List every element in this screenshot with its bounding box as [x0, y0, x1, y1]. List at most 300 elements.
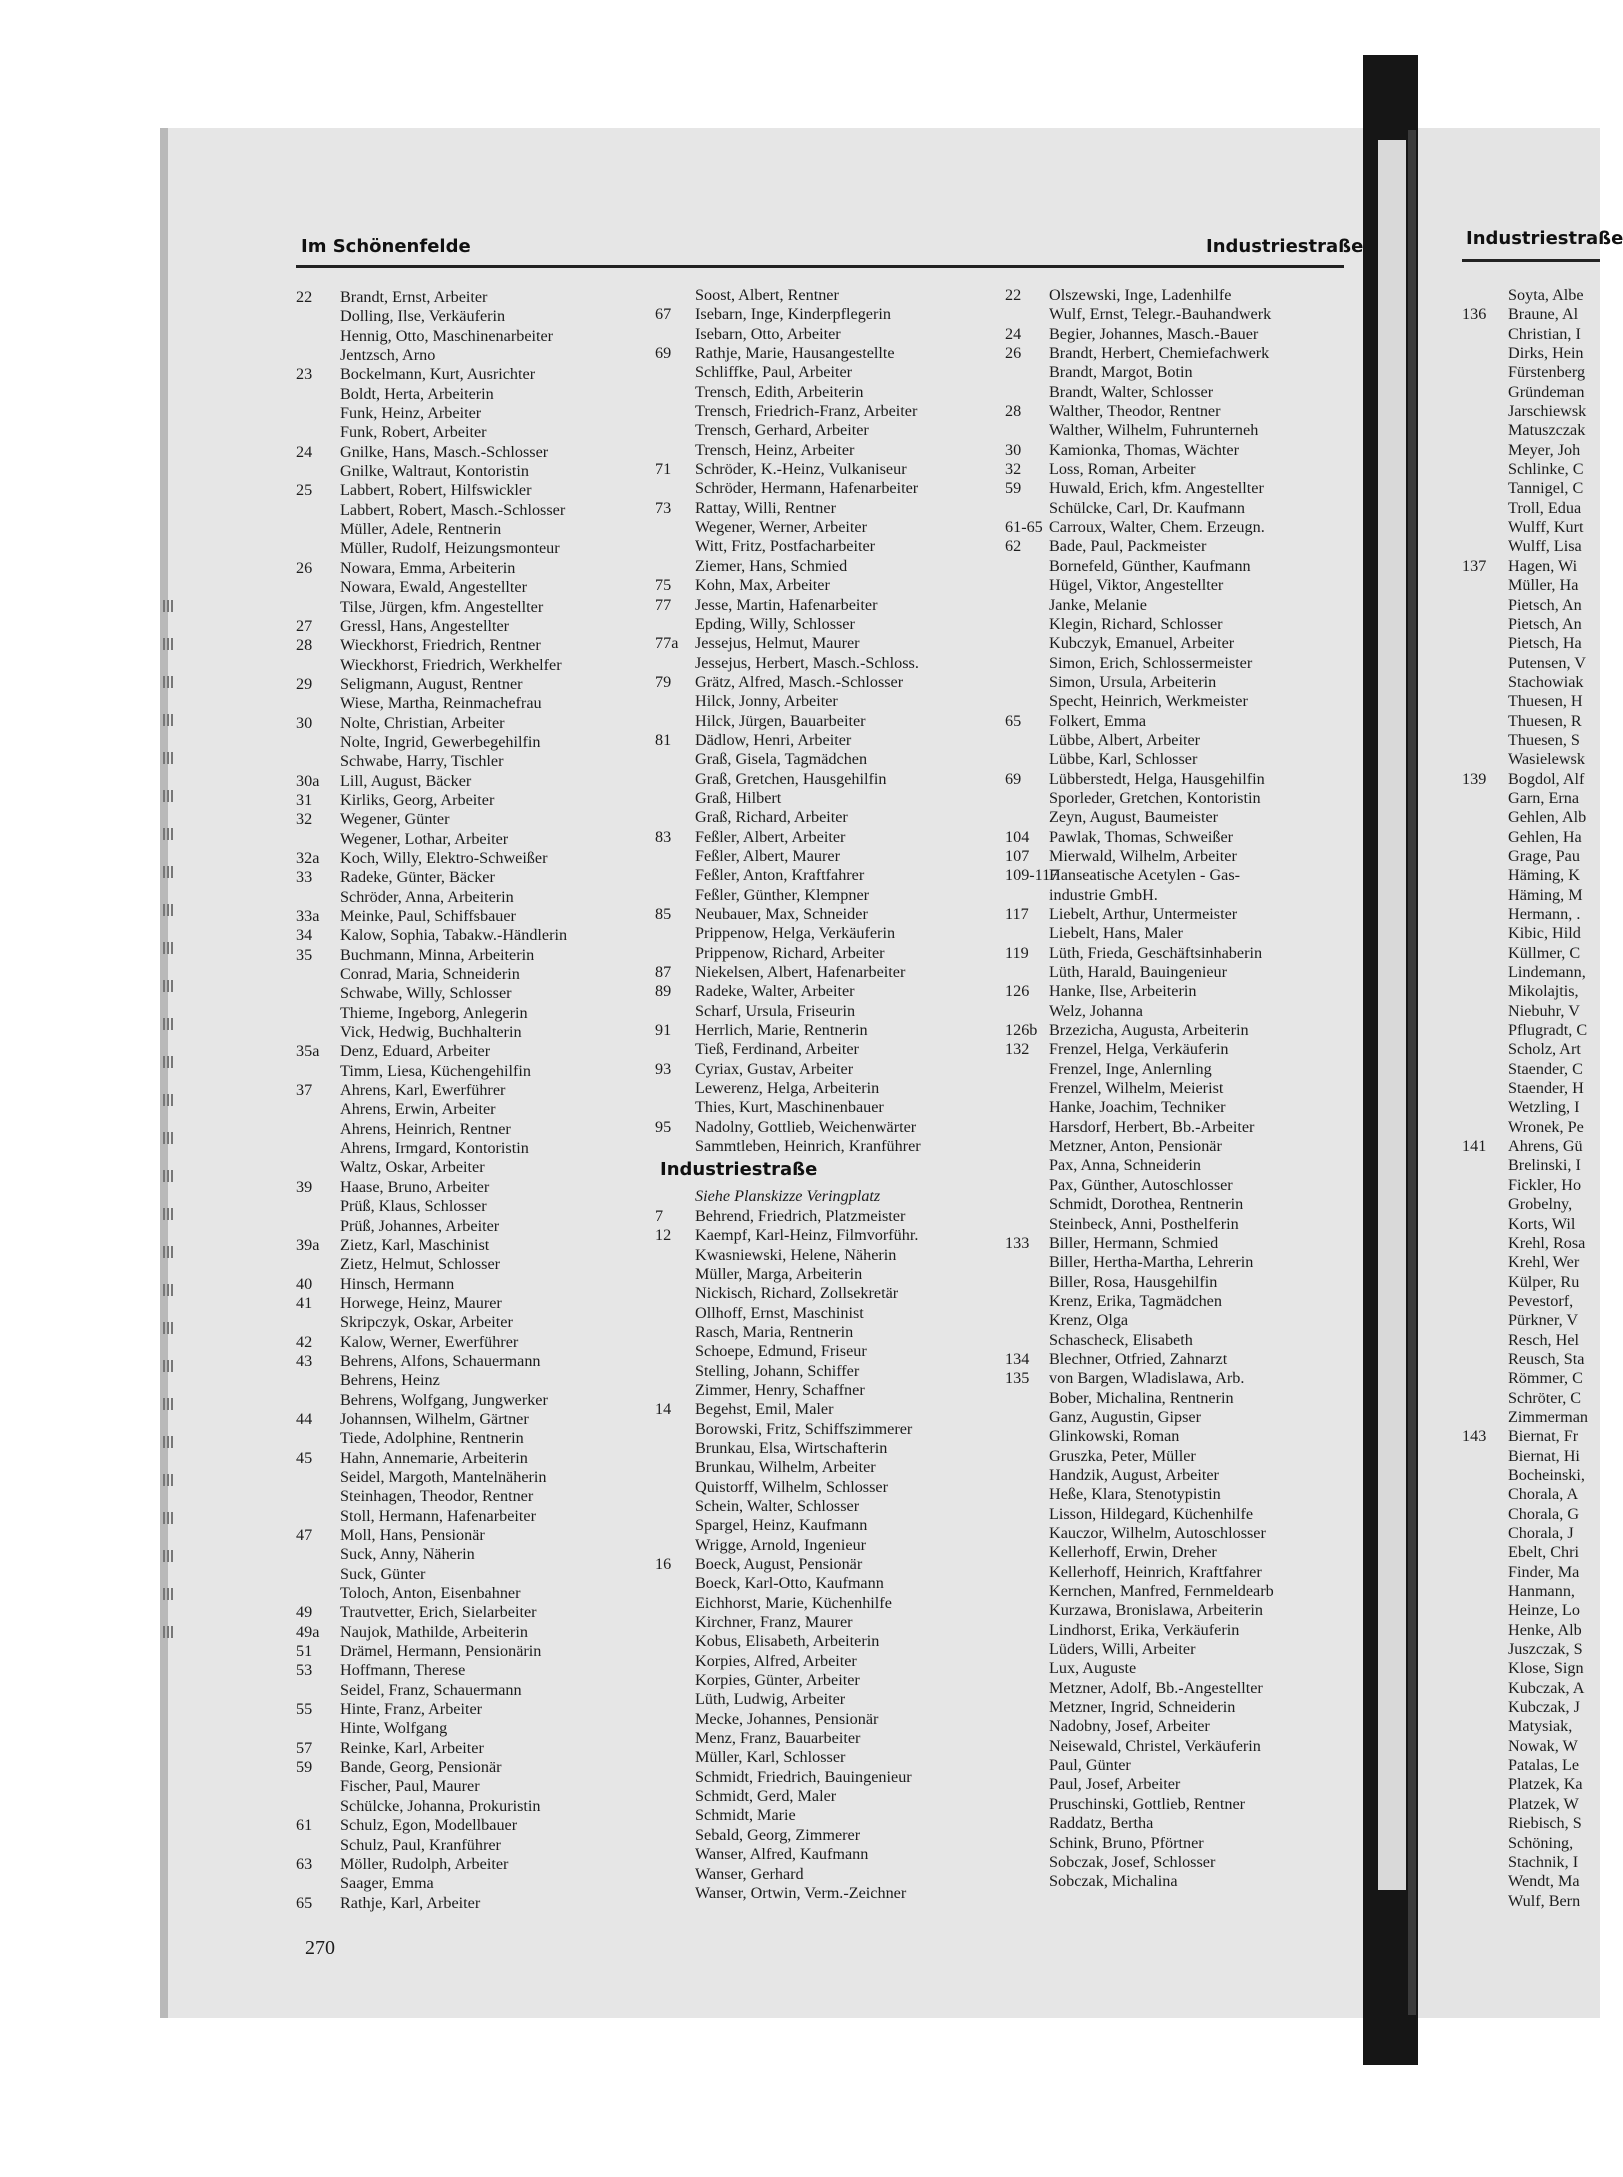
house-number	[1005, 499, 1049, 518]
house-number: 89	[655, 982, 672, 1001]
house-number	[1005, 1563, 1049, 1582]
directory-entry	[1462, 1679, 1600, 1698]
resident-entry: Riebisch, S	[1508, 1814, 1582, 1833]
resident-entry: Resch, Hel	[1508, 1330, 1580, 1349]
house-number	[296, 1158, 340, 1177]
house-number	[1005, 1543, 1049, 1562]
resident-entry: Brandt, Margot, Botin	[1049, 363, 1193, 382]
resident-entry: Reinke, Karl, Arbeiter	[340, 1738, 484, 1757]
directory-entry	[1005, 1234, 1350, 1253]
page-edge	[1408, 130, 1416, 2015]
house-number	[1005, 963, 1049, 982]
house-number: 69	[1005, 769, 1022, 788]
house-number	[655, 1420, 695, 1439]
directory-entry	[296, 1836, 636, 1855]
resident-entry: Jesse, Martin, Hafenarbeiter	[695, 595, 878, 614]
resident-entry: Krenz, Olga	[1049, 1311, 1129, 1330]
directory-entry	[1005, 441, 1350, 460]
house-number	[655, 1246, 695, 1265]
resident-entry: Suck, Anny, Näherin	[340, 1545, 475, 1564]
house-number	[1462, 1234, 1508, 1253]
house-number	[1005, 1060, 1049, 1079]
directory-entry	[1005, 1834, 1350, 1853]
resident-entry: Behrend, Friedrich, Platzmeister	[695, 1206, 906, 1225]
resident-entry: Feßler, Albert, Arbeiter	[695, 827, 846, 846]
house-number	[655, 1632, 695, 1651]
directory-entry	[655, 1265, 995, 1284]
house-number	[1005, 654, 1049, 673]
house-number	[1462, 1872, 1508, 1891]
directory-entry	[1005, 1331, 1350, 1350]
resident-entry: Juszczak, S	[1508, 1640, 1583, 1659]
resident-entry: Schliffke, Paul, Arbeiter	[695, 363, 853, 382]
resident-entry: Meinke, Paul, Schiffsbauer	[340, 907, 516, 925]
resident-entry: Naujok, Mathilde, Arbeiterin	[340, 1622, 528, 1641]
resident-entry: Kubczak, J	[1508, 1698, 1580, 1717]
house-number	[1462, 1331, 1508, 1350]
house-number	[1462, 1717, 1508, 1736]
resident-entry: Henke, Alb	[1508, 1620, 1582, 1639]
house-number	[655, 1768, 695, 1787]
house-number	[655, 692, 695, 711]
directory-entry	[1005, 982, 1350, 1001]
resident-entry: Dädlow, Henri, Arbeiter	[695, 730, 852, 749]
directory-entry	[1005, 750, 1350, 769]
directory-entry	[1005, 1079, 1350, 1098]
resident-entry: Korpies, Alfred, Arbeiter	[695, 1651, 857, 1670]
directory-entry	[655, 731, 995, 750]
house-number	[1005, 1601, 1049, 1620]
directory-entry	[296, 636, 636, 655]
directory-entry	[1462, 692, 1600, 711]
resident-entry: Lindemann,	[1508, 963, 1586, 982]
resident-entry: Neubauer, Max, Schneider	[695, 905, 868, 923]
resident-entry: Labbert, Robert, Hilfswickler	[340, 481, 532, 500]
resident-entry: Prüß, Klaus, Schlosser	[340, 1197, 487, 1216]
resident-entry: Hagen, Wi	[1508, 556, 1578, 575]
house-number	[1462, 866, 1508, 885]
resident-entry: Tannigel, C	[1508, 479, 1584, 498]
house-number: 141	[1462, 1137, 1487, 1156]
directory-entry	[655, 944, 995, 963]
house-number	[1462, 1814, 1508, 1833]
house-number: 35a	[296, 1042, 320, 1061]
house-number	[1462, 1582, 1508, 1601]
resident-entry: Wegener, Lothar, Arbeiter	[340, 829, 509, 848]
resident-entry: Isebarn, Otto, Arbeiter	[695, 324, 841, 343]
directory-entry	[296, 1816, 636, 1835]
house-number	[655, 1594, 695, 1613]
directory-entry	[1462, 557, 1600, 576]
house-number	[296, 1429, 340, 1448]
house-number	[655, 402, 695, 421]
house-number: 37	[296, 1081, 313, 1100]
directory-entry	[1462, 1253, 1600, 1272]
resident-entry: Lüth, Frieda, Geschäftsinhaberin	[1049, 943, 1263, 962]
house-number	[1462, 421, 1508, 440]
directory-entry	[1005, 654, 1350, 673]
house-number	[1005, 1447, 1049, 1466]
house-number: 39	[296, 1177, 313, 1196]
resident-entry: Scholz, Art	[1508, 1040, 1581, 1059]
house-number	[655, 1865, 695, 1884]
house-number	[1462, 1176, 1508, 1195]
directory-entry	[655, 479, 995, 498]
house-number	[655, 1671, 695, 1690]
resident-entry: Suck, Günter	[340, 1564, 426, 1583]
house-number	[1462, 1659, 1508, 1678]
house-number	[655, 847, 695, 866]
house-number	[1462, 1060, 1508, 1079]
house-number: 14	[655, 1400, 672, 1419]
house-number	[1462, 1505, 1508, 1524]
resident-entry: Müller, Marga, Arbeiterin	[695, 1264, 863, 1283]
directory-entry	[1005, 383, 1350, 402]
directory-entry	[655, 518, 995, 537]
house-number	[655, 654, 695, 673]
directory-entry	[1005, 692, 1350, 711]
directory-entry	[1462, 325, 1600, 344]
directory-entry	[1005, 537, 1350, 556]
resident-entry: Dirks, Hein	[1508, 344, 1584, 363]
house-number: 81	[655, 730, 672, 749]
directory-entry	[296, 1081, 636, 1100]
directory-entry	[1462, 1137, 1600, 1156]
house-number	[1462, 1369, 1508, 1388]
resident-entry: Küllmer, C	[1508, 943, 1581, 962]
directory-entry	[296, 733, 636, 752]
house-number	[296, 385, 340, 404]
house-number	[1462, 944, 1508, 963]
directory-entry	[1462, 1466, 1600, 1485]
resident-entry: Pax, Anna, Schneiderin	[1049, 1156, 1201, 1175]
directory-entry	[296, 772, 636, 791]
house-number	[296, 1777, 340, 1796]
resident-entry: Harsdorf, Herbert, Bb.-Arbeiter	[1049, 1117, 1255, 1136]
directory-entry	[1462, 1447, 1600, 1466]
house-number: 75	[655, 576, 672, 595]
resident-entry: Schlinke, C	[1508, 460, 1584, 479]
directory-entry	[1462, 596, 1600, 615]
house-number	[1462, 847, 1508, 866]
resident-entry: von Bargen, Wladislawa, Arb.	[1049, 1369, 1245, 1388]
resident-entry: Putensen, V	[1508, 653, 1586, 672]
house-number	[1462, 1466, 1508, 1485]
house-number	[1005, 1621, 1049, 1640]
spine-gutter	[1378, 140, 1406, 1890]
directory-entry	[296, 868, 636, 887]
resident-entry: Bober, Michalina, Rentnerin	[1049, 1388, 1234, 1407]
directory-entry	[1462, 537, 1600, 556]
house-number: 109-117	[1005, 866, 1059, 885]
resident-entry: Witt, Fritz, Postfacharbeiter	[695, 537, 876, 556]
house-number	[655, 1516, 695, 1535]
house-number	[1462, 1640, 1508, 1659]
house-number	[1462, 1002, 1508, 1021]
house-number	[655, 518, 695, 537]
directory-entry	[296, 810, 636, 829]
resident-entry: Schülcke, Carl, Dr. Kaufmann	[1049, 498, 1245, 517]
house-number: 135	[1005, 1369, 1030, 1388]
house-number	[1462, 1040, 1508, 1059]
house-number	[655, 1098, 695, 1117]
resident-entry: Labbert, Robert, Masch.-Schlosser	[340, 500, 566, 519]
directory-entry	[1005, 1408, 1350, 1427]
directory-entry	[1462, 1892, 1600, 1911]
resident-entry: Thies, Kurt, Maschinenbauer	[695, 1098, 884, 1117]
resident-entry: Saager, Emma	[340, 1874, 434, 1893]
resident-entry: Külper, Ru	[1508, 1272, 1580, 1291]
resident-entry: Ahrens, Irmgard, Kontoristin	[340, 1139, 529, 1158]
resident-entry: Boeck, Karl-Otto, Kaufmann	[695, 1574, 884, 1593]
house-number: 32	[296, 810, 313, 829]
resident-entry: Schröder, K.-Heinz, Vulkaniseur	[695, 460, 907, 479]
house-number	[1462, 712, 1508, 731]
directory-entry	[296, 578, 636, 597]
directory-entry	[1462, 1234, 1600, 1253]
house-number	[655, 1458, 695, 1477]
house-number	[1462, 1621, 1508, 1640]
house-number	[655, 1690, 695, 1709]
resident-entry: Paul, Günter	[1049, 1756, 1131, 1775]
house-number	[1005, 1176, 1049, 1195]
directory-entry	[1005, 286, 1350, 305]
directory-entry	[1005, 305, 1350, 324]
column-2-entries-bottom	[655, 1207, 995, 1903]
house-number	[1462, 731, 1508, 750]
resident-entry: Kauczor, Wilhelm, Autoschlosser	[1049, 1524, 1266, 1542]
directory-entry	[655, 828, 995, 847]
directory-entry	[296, 1217, 636, 1236]
house-number	[1462, 1485, 1508, 1504]
directory-entry	[1462, 1814, 1600, 1833]
resident-entry: Blechner, Otfried, Zahnarzt	[1049, 1349, 1228, 1368]
directory-entry	[655, 1787, 995, 1806]
directory-entry	[655, 905, 995, 924]
resident-entry: Skripczyk, Oskar, Arbeiter	[340, 1313, 513, 1332]
house-number: 107	[1005, 846, 1030, 865]
directory-entry	[655, 557, 995, 576]
house-number	[296, 1062, 340, 1081]
right-running-header: Industriestraße	[1206, 236, 1364, 257]
house-number: 73	[655, 498, 672, 517]
directory-entry	[1462, 1485, 1600, 1504]
resident-entry: Folkert, Emma	[1049, 711, 1147, 730]
directory-entry	[655, 1439, 995, 1458]
house-number	[1462, 692, 1508, 711]
house-number	[1462, 1408, 1508, 1427]
resident-entry: Hanseatische Acetylen - Gas-	[1049, 866, 1241, 885]
resident-entry: Sobczak, Michalina	[1049, 1872, 1178, 1891]
resident-entry: Steinhagen, Theodor, Rentner	[340, 1487, 534, 1506]
resident-entry: Prippenow, Richard, Arbeiter	[695, 943, 885, 962]
resident-entry: Frenzel, Helga, Verkäuferin	[1049, 1040, 1229, 1059]
directory-entry	[296, 694, 636, 713]
house-number	[1005, 1215, 1049, 1234]
directory-entry	[1005, 576, 1350, 595]
resident-entry: Radeke, Günter, Bäcker	[340, 868, 495, 887]
directory-entry	[655, 402, 995, 421]
resident-entry: Biller, Hermann, Schmied	[1049, 1233, 1219, 1252]
resident-entry: Brandt, Walter, Schlosser	[1049, 382, 1214, 401]
house-number: 53	[296, 1661, 313, 1680]
resident-entry: Gressl, Hans, Angestellter	[340, 616, 510, 635]
directory-entry	[655, 1458, 995, 1477]
house-number: 35	[296, 945, 313, 964]
resident-entry: Loss, Roman, Arbeiter	[1049, 460, 1196, 479]
column-2-entries-top	[655, 286, 995, 1156]
directory-entry	[655, 325, 995, 344]
directory-entry	[1462, 1098, 1600, 1117]
house-number: 59	[1005, 479, 1022, 498]
directory-entry	[655, 421, 995, 440]
directory-entry	[296, 1139, 636, 1158]
resident-entry: Wulff, Kurt	[1508, 518, 1584, 537]
resident-entry: Feßler, Anton, Kraftfahrer	[695, 866, 865, 885]
house-number: 44	[296, 1409, 313, 1428]
house-number: 31	[296, 790, 313, 809]
resident-entry: Trautvetter, Erich, Sielarbeiter	[340, 1603, 537, 1622]
resident-entry: Christian, I	[1508, 324, 1581, 343]
next-page-header-rule	[1462, 259, 1600, 262]
house-number	[1005, 1137, 1049, 1156]
directory-entry	[655, 1040, 995, 1059]
house-number	[1462, 596, 1508, 615]
directory-entry	[655, 1497, 995, 1516]
resident-entry: Pietsch, An	[1508, 595, 1582, 614]
resident-entry: Ziemer, Hans, Schmied	[695, 556, 848, 575]
resident-entry: Lill, August, Bäcker	[340, 771, 472, 790]
directory-entry	[1005, 1659, 1350, 1678]
resident-entry: Finder, Ma	[1508, 1562, 1580, 1581]
directory-entry	[655, 1574, 995, 1593]
directory-entry	[655, 847, 995, 866]
house-number: 24	[296, 442, 313, 461]
house-number	[296, 1468, 340, 1487]
resident-entry: Glinkowski, Roman	[1049, 1427, 1180, 1446]
directory-entry	[655, 1710, 995, 1729]
resident-entry: Prüß, Johannes, Arbeiter	[340, 1216, 500, 1235]
house-number	[296, 1120, 340, 1139]
resident-entry: Müller, Adele, Rentnerin	[340, 520, 502, 539]
house-number	[655, 886, 695, 905]
resident-entry: Nolte, Ingrid, Gewerbegehilfin	[340, 732, 541, 751]
resident-entry: Graß, Gisela, Tagmädchen	[695, 750, 868, 769]
resident-entry: Drämel, Hermann, Pensionärin	[340, 1642, 542, 1661]
directory-entry	[296, 1100, 636, 1119]
resident-entry: Kurzawa, Bronislawa, Arbeiterin	[1049, 1601, 1263, 1620]
directory-entry	[655, 363, 995, 382]
house-number	[1005, 1331, 1049, 1350]
resident-entry: Radeke, Walter, Arbeiter	[695, 982, 855, 1001]
house-number: 49a	[296, 1622, 320, 1641]
directory-entry	[655, 383, 995, 402]
house-number	[296, 1023, 340, 1042]
directory-entry	[655, 1826, 995, 1845]
house-number	[1005, 1156, 1049, 1175]
house-number	[655, 1884, 695, 1903]
house-number	[655, 808, 695, 827]
house-number	[1005, 421, 1049, 440]
directory-entry	[1462, 808, 1600, 827]
house-number	[1462, 1543, 1508, 1562]
house-number	[1005, 1795, 1049, 1814]
house-number	[296, 1100, 340, 1119]
house-number	[1005, 1679, 1049, 1698]
directory-entry	[1005, 1350, 1350, 1369]
resident-entry: Cyriax, Gustav, Arbeiter	[695, 1059, 854, 1078]
directory-entry	[296, 1042, 636, 1061]
resident-entry: Hennig, Otto, Maschinenarbeiter	[340, 326, 554, 345]
directory-entry	[296, 1797, 636, 1816]
house-number	[1462, 441, 1508, 460]
resident-entry: Thuesen, R	[1508, 711, 1582, 730]
house-number: 47	[296, 1526, 313, 1544]
resident-entry: Handzik, August, Arbeiter	[1049, 1465, 1219, 1484]
resident-entry: Janke, Melanie	[1049, 595, 1147, 614]
resident-entry: Garn, Erna	[1508, 788, 1580, 807]
directory-entry	[655, 1060, 995, 1079]
house-number: 65	[296, 1893, 313, 1912]
house-number	[1462, 1079, 1508, 1098]
resident-entry: Nickisch, Richard, Zollsekretär	[695, 1284, 899, 1303]
directory-entry	[296, 1894, 636, 1913]
house-number: 39a	[296, 1235, 320, 1254]
resident-entry: Niebuhr, V	[1508, 1001, 1580, 1020]
resident-entry: Lübberstedt, Helga, Hausgehilfin	[1049, 769, 1265, 788]
directory-entry	[1005, 421, 1350, 440]
house-number	[1005, 1466, 1049, 1485]
directory-entry	[655, 1613, 995, 1632]
house-number: 79	[655, 672, 672, 691]
house-number	[1462, 479, 1508, 498]
house-number	[296, 694, 340, 713]
directory-entry	[1462, 1601, 1600, 1620]
resident-entry: Pruschinski, Gottlieb, Rentner	[1049, 1794, 1246, 1813]
house-number	[655, 1362, 695, 1381]
resident-entry: Kalow, Werner, Ewerführer	[340, 1332, 519, 1351]
directory-entry	[296, 1313, 636, 1332]
resident-entry: Kernchen, Manfred, Fernmeldearb	[1049, 1582, 1274, 1601]
directory-entry	[1462, 1717, 1600, 1736]
directory-entry	[296, 907, 636, 926]
directory-entry	[296, 1158, 636, 1177]
house-number	[296, 404, 340, 423]
house-number	[1005, 1737, 1049, 1756]
directory-entry	[1005, 363, 1350, 382]
resident-entry: Koch, Willy, Elektro-Schweißer	[340, 848, 548, 867]
house-number: 33	[296, 868, 313, 887]
house-number: 143	[1462, 1427, 1487, 1446]
resident-entry: Gründeman	[1508, 382, 1585, 401]
resident-entry: Steinbeck, Anni, Posthelferin	[1049, 1214, 1239, 1233]
house-number	[1462, 383, 1508, 402]
resident-entry: Müller, Rudolf, Heizungsmonteur	[340, 539, 560, 558]
directory-entry	[296, 1855, 636, 1874]
directory-entry	[296, 714, 636, 733]
directory-entry	[1005, 1447, 1350, 1466]
house-number: 34	[296, 926, 313, 945]
resident-entry: Meyer, Joh	[1508, 440, 1581, 459]
house-number	[296, 598, 340, 617]
house-number	[655, 1137, 695, 1156]
resident-entry: Lübbe, Albert, Arbeiter	[1049, 730, 1201, 749]
house-number: 67	[655, 305, 672, 324]
resident-entry: Dolling, Ilse, Verkäuferin	[340, 307, 506, 326]
directory-entry	[296, 1739, 636, 1758]
resident-entry: Bockelmann, Kurt, Ausrichter	[340, 365, 536, 384]
house-number	[296, 1217, 340, 1236]
